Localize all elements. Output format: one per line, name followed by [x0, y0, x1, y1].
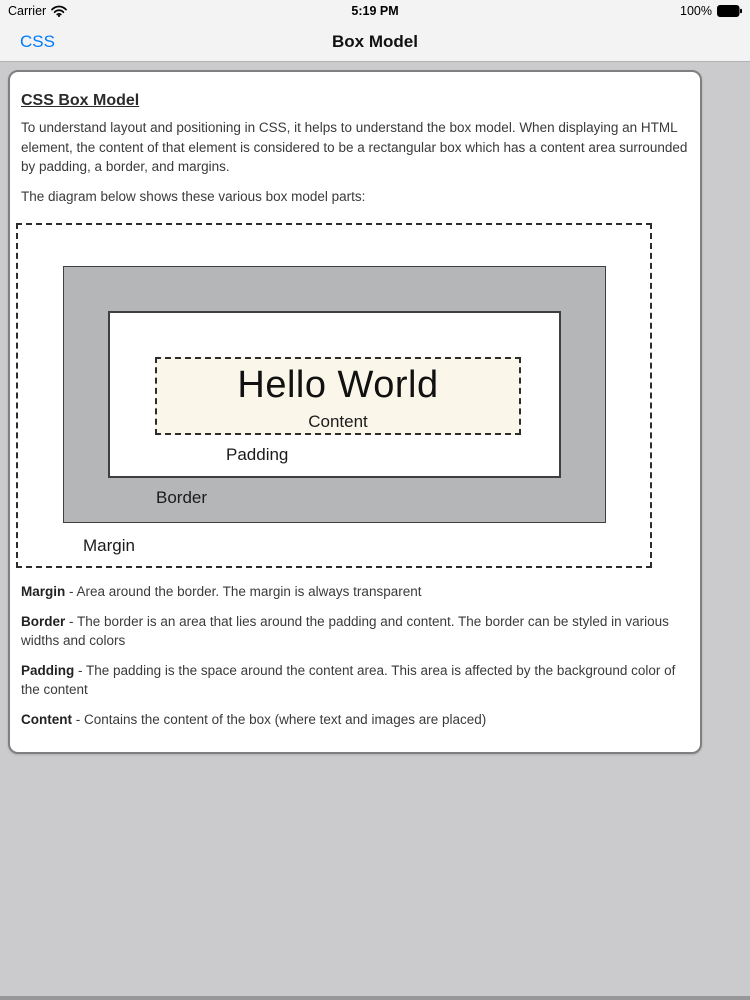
box-model-border-box: [63, 266, 606, 523]
definition-term: Border: [21, 613, 66, 629]
definition-text: - The border is an area that lies around the padding and content. The border can be styled in various widths and colors: [21, 613, 669, 648]
status-bar: [0, 0, 750, 22]
box-model-padding-box: [108, 311, 561, 478]
margin-label: Margin: [83, 536, 135, 555]
content-card: [8, 70, 702, 754]
border-label: Border: [156, 488, 208, 507]
definition-border: [21, 612, 689, 651]
definition-padding: [21, 661, 689, 700]
definition-text: - Area around the border. The margin is always transparent: [69, 584, 422, 599]
clock: 5:19 PM: [351, 4, 399, 18]
wifi-icon: [51, 5, 67, 17]
page-title: Box Model: [332, 32, 418, 51]
definition-margin: [21, 582, 689, 602]
box-model-diagram-margin-box: [16, 223, 652, 568]
hello-world-text: Hello World: [237, 364, 439, 406]
definition-term: Content: [21, 711, 72, 727]
diagram-caption: The diagram below shows these various box model parts:: [21, 188, 366, 204]
definition-content: [21, 710, 689, 730]
back-button[interactable]: CSS: [20, 32, 55, 51]
article-heading: CSS Box Model: [21, 92, 140, 109]
battery-percent: 100%: [680, 4, 712, 18]
intro-paragraph: To understand layout and positioning in CSS, it helps to understand the box model. When displaying an HTML element, the content of that element is considered to be a rectangular box which has a content area surrounded by padding, a border, and margins.: [21, 120, 688, 174]
padding-label: Padding: [226, 445, 289, 464]
navigation-bar: [0, 22, 750, 62]
screen-bottom-edge: [0, 996, 750, 1000]
content-label: Content: [308, 412, 368, 431]
definition-text: - The padding is the space around the content area. This area is affected by the background color of the content: [21, 662, 676, 697]
definition-term: Padding: [21, 662, 75, 678]
definitions-list: [21, 582, 689, 729]
battery-icon: [717, 5, 742, 17]
top-bar: [0, 0, 750, 62]
carrier-label: Carrier: [8, 4, 47, 18]
definition-text: - Contains the content of the box (where text and images are placed): [75, 711, 487, 727]
box-model-content-box: [155, 357, 521, 435]
definition-term: Margin: [21, 584, 66, 599]
